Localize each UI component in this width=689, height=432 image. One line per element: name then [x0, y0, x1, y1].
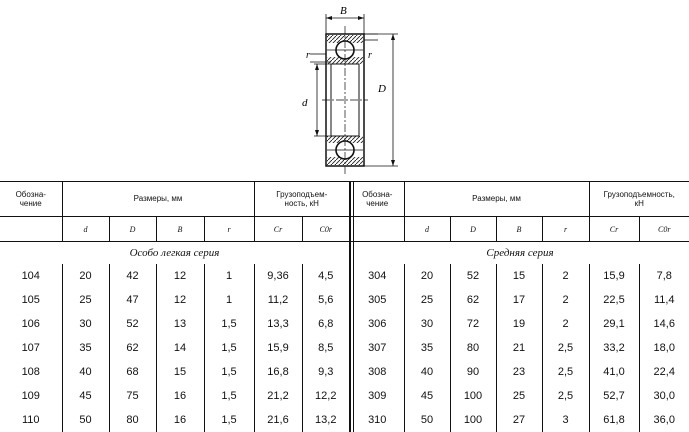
table-cell: 8,5: [302, 336, 350, 360]
table-cell: 16: [156, 408, 204, 432]
table-cell: 90: [450, 360, 496, 384]
table-cell: 30,0: [639, 384, 689, 408]
col-Cr: Cr: [254, 217, 302, 242]
table-cell: 50: [404, 408, 450, 432]
table-cell: 62: [450, 288, 496, 312]
dim-r-right-label: r: [368, 50, 372, 61]
table-cell: 35: [404, 336, 450, 360]
table-cell: 16: [156, 384, 204, 408]
table-cell: 2: [542, 312, 589, 336]
header-designation-left: Обозна- чение: [0, 182, 62, 217]
header-sizes-left: Размеры, мм: [62, 182, 254, 217]
series-left: Особо легкая серия: [129, 247, 220, 259]
table-cell: 19: [496, 312, 542, 336]
table-cell: 45: [404, 384, 450, 408]
table-cell: 12: [156, 264, 204, 288]
table-cell: 36,0: [639, 408, 689, 432]
table-cell: 5,6: [302, 288, 350, 312]
table-cell: 4,5: [302, 264, 350, 288]
table-cell: 61,8: [589, 408, 639, 432]
table-cell: 12,2: [302, 384, 350, 408]
table-cell: 1,5: [204, 336, 254, 360]
table-cell: 29,1: [589, 312, 639, 336]
table-cell: 13,3: [254, 312, 302, 336]
table-cell: 9,36: [254, 264, 302, 288]
header-designation-right: Обозна- чение: [350, 182, 404, 217]
table-cell: 27: [496, 408, 542, 432]
table-row: [0, 312, 689, 336]
bearings-table: [0, 181, 689, 432]
table-cell: 2,5: [542, 336, 589, 360]
col-d-right: d: [404, 217, 450, 242]
table-cell: 107: [21, 342, 40, 354]
series-right: Средняя серия: [350, 242, 689, 265]
table-cell: 13: [156, 312, 204, 336]
table-cell: 110: [21, 414, 40, 426]
table-cell: 22,5: [589, 288, 639, 312]
table-cell: 40: [62, 360, 109, 384]
table-cell: 106: [21, 318, 40, 330]
table-cell: 21,2: [254, 384, 302, 408]
table-cell: 25: [496, 384, 542, 408]
table-cell: 75: [109, 384, 156, 408]
table-cell: 1,5: [204, 408, 254, 432]
table-cell: 30: [62, 312, 109, 336]
table-cell: 20: [62, 264, 109, 288]
table-cell: 25: [62, 288, 109, 312]
table-cell: 33,2: [589, 336, 639, 360]
table-cell: 80: [450, 336, 496, 360]
dim-r-left-label: r: [306, 50, 310, 61]
table-cell: 52: [109, 312, 156, 336]
table-cell: 25: [404, 288, 450, 312]
col-C0r: C0r: [302, 217, 350, 242]
table-cell: 50: [62, 408, 109, 432]
table-cell: 62: [109, 336, 156, 360]
table-cell: 17: [496, 288, 542, 312]
table-cell: 11,2: [254, 288, 302, 312]
table-row: [0, 360, 689, 384]
table-cell: 11,4: [639, 288, 689, 312]
table-cell: 2,5: [542, 360, 589, 384]
table-cell: 15,9: [589, 264, 639, 288]
table-cell: 1,5: [204, 312, 254, 336]
header-row: [0, 182, 689, 217]
table-cell: 100: [450, 384, 496, 408]
table-cell: 52,7: [589, 384, 639, 408]
col-D-right: D: [450, 217, 496, 242]
table-cell: 12: [156, 288, 204, 312]
table-cell: 52: [450, 264, 496, 288]
col-d: d: [62, 217, 109, 242]
table-cell: 9,3: [302, 360, 350, 384]
header-capacity-right: Грузоподъемность, кН: [589, 182, 689, 217]
col-r: r: [204, 217, 254, 242]
table-cell: 23: [496, 360, 542, 384]
dim-D-label: D: [378, 83, 386, 95]
col-B-right: B: [496, 217, 542, 242]
table-cell: 1: [204, 288, 254, 312]
table-cell: 22,4: [639, 360, 689, 384]
subheader-row: [0, 217, 689, 242]
table-cell: 13,2: [302, 408, 350, 432]
col-B: B: [156, 217, 204, 242]
table-cell: 2: [542, 288, 589, 312]
table-cell: 21,6: [254, 408, 302, 432]
header-sizes-right: Размеры, мм: [404, 182, 589, 217]
table-cell: 72: [450, 312, 496, 336]
table-cell: 15: [496, 264, 542, 288]
table-cell: 309: [350, 384, 404, 408]
table-cell: 100: [450, 408, 496, 432]
table-cell: 30: [404, 312, 450, 336]
table-cell: 304: [350, 264, 404, 288]
table-cell: 35: [62, 336, 109, 360]
table-cell: 3: [542, 408, 589, 432]
col-C0r-right: C0r: [639, 217, 689, 242]
col-r-right: r: [542, 217, 589, 242]
table-cell: 14: [156, 336, 204, 360]
table-cell: 41,0: [589, 360, 639, 384]
table-cell: 80: [109, 408, 156, 432]
table-cell: 20: [404, 264, 450, 288]
col-Cr-right: Cr: [589, 217, 639, 242]
table-cell: 108: [21, 366, 40, 378]
dim-d-label: d: [302, 97, 308, 109]
table-cell: 308: [350, 360, 404, 384]
table-row: [0, 384, 689, 408]
table-cell: 16,8: [254, 360, 302, 384]
header-capacity-left: Грузоподъем- ность, кН: [254, 182, 350, 217]
dim-B-label: B: [340, 5, 347, 17]
series-row: [0, 242, 689, 265]
table-cell: 1: [204, 264, 254, 288]
table-row: [0, 264, 689, 288]
table-cell: 2,5: [542, 384, 589, 408]
table-cell: 14,6: [639, 312, 689, 336]
table-cell: 21: [496, 336, 542, 360]
table-cell: 307: [350, 336, 404, 360]
table-cell: 305: [350, 288, 404, 312]
table-cell: 306: [350, 312, 404, 336]
table-row: [0, 336, 689, 360]
table-cell: 45: [62, 384, 109, 408]
bearing-drawing: [0, 0, 689, 181]
table-cell: 40: [404, 360, 450, 384]
table-cell: 7,8: [639, 264, 689, 288]
table-row: [0, 408, 689, 432]
table-cell: 6,8: [302, 312, 350, 336]
table-cell: 15,9: [254, 336, 302, 360]
table-cell: 1,5: [204, 360, 254, 384]
table-cell: 47: [109, 288, 156, 312]
table-cell: 42: [109, 264, 156, 288]
table-cell: 18,0: [639, 336, 689, 360]
table-cell: 15: [156, 360, 204, 384]
table-cell: 104: [21, 270, 40, 282]
table-cell: 310: [350, 408, 404, 432]
table-cell: 109: [21, 390, 40, 402]
table-cell: 105: [21, 294, 40, 306]
table-cell: 1,5: [204, 384, 254, 408]
col-D: D: [109, 217, 156, 242]
table-row: [0, 288, 689, 312]
table-cell: 2: [542, 264, 589, 288]
table-cell: 68: [109, 360, 156, 384]
